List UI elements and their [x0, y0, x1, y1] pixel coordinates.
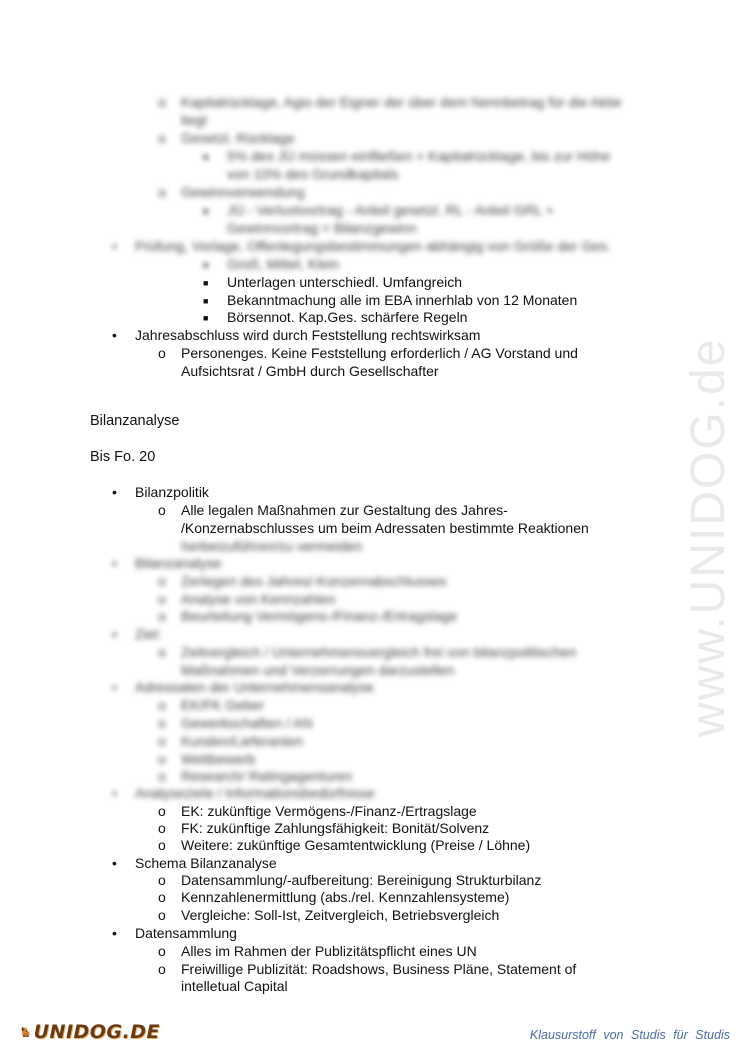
list-item — [158, 819, 490, 837]
list-item-text: 5% des JÜ müssen einfließen + Kapitalrücklage, bis zur Höhe — [227, 148, 611, 164]
list-item-text: intelletual Capital — [181, 978, 288, 994]
list-item-text: /Konzernabschlusses um beim Adressaten bestimmte Reaktionen — [181, 520, 589, 536]
circle-bullet-icon: o — [158, 961, 166, 977]
dog-icon — [20, 1015, 32, 1049]
watermark — [668, 265, 748, 740]
list-item-text: Beurteilung Vermögens-/Finanz-/Ertragslage — [181, 608, 458, 624]
list-item — [181, 537, 362, 555]
list-item — [112, 483, 209, 501]
list-item-text: EK: zukünftige Vermögens-/Finanz-/Ertragslage — [181, 803, 477, 819]
list-item — [158, 767, 353, 785]
list-item-text: Zeitvergleich / Unternehmensvergleich frei von bilanzpolitischen — [181, 644, 577, 660]
list-item-text: Aufsichtsrat / GmbH durch Gesellschafter — [181, 363, 439, 379]
list-item — [158, 714, 313, 732]
square-bullet-icon: ■ — [203, 313, 209, 323]
list-item — [112, 924, 237, 942]
list-item — [203, 147, 611, 165]
circle-bullet-icon: o — [158, 345, 166, 361]
list-item — [158, 750, 256, 768]
list-item — [158, 572, 447, 590]
list-item-text: Research/ Ratingagenturen — [181, 768, 353, 784]
list-item — [112, 326, 481, 344]
list-item-text: Freiwillige Publizität: Roadshows, Business Pläne, Statement of — [181, 961, 577, 977]
list-item-text: Unterlagen unterschiedl. Umfangreich — [227, 274, 463, 290]
list-item-text: Groß, Mittel, Klein — [227, 256, 340, 272]
list-item-text: Wettbewerb — [181, 751, 256, 767]
list-item-text: Bekanntmachung alle im EBA innerhlab von 12 Monaten — [227, 292, 578, 308]
list-item-text: FK: zukünftige Zahlungsfähigkeit: Bonität/Solvenz — [181, 820, 490, 836]
square-bullet-icon: ■ — [203, 296, 209, 306]
square-bullet-icon: ■ — [203, 152, 209, 162]
list-item — [158, 802, 477, 820]
list-item-text: Personenges. Keine Feststellung erforderlich / AG Vorstand und — [181, 345, 578, 361]
bullet-icon: • — [112, 785, 117, 801]
circle-bullet-icon: o — [158, 820, 166, 836]
circle-bullet-icon: o — [158, 502, 166, 518]
list-item-text: von 10% des Grundkapitals — [227, 166, 399, 182]
circle-bullet-icon: o — [158, 573, 166, 589]
bullet-icon: • — [112, 626, 117, 642]
circle-bullet-icon: o — [158, 837, 166, 853]
list-item-text: Schema Bilanzanalyse — [135, 855, 277, 871]
logo-text: UNIDOG.DE — [33, 1021, 160, 1043]
circle-bullet-icon: o — [158, 94, 166, 110]
circle-bullet-icon: o — [158, 943, 166, 959]
list-item-text: Börsennot. Kap.Ges. schärfere Regeln — [227, 309, 468, 325]
list-item — [158, 696, 265, 714]
list-item-text: Bilanzpolitik — [135, 484, 209, 500]
list-item — [158, 344, 578, 362]
list-item — [227, 165, 398, 183]
list-item-text: Gewinnvortrag = Bilanzgewinn — [227, 220, 417, 236]
list-item — [158, 960, 577, 978]
circle-bullet-icon: o — [158, 803, 166, 819]
list-item — [181, 519, 589, 537]
list-item-text: Datensammlung/-aufbereitung: Bereinigung Strukturbilanz — [181, 872, 542, 888]
circle-bullet-icon: o — [158, 751, 166, 767]
circle-bullet-icon: o — [158, 644, 166, 660]
bullet-icon: • — [112, 679, 117, 695]
bullet-icon: • — [112, 925, 117, 941]
list-item-text: Ziel: — [135, 626, 162, 642]
bullet-icon: • — [112, 555, 117, 571]
square-bullet-icon: ■ — [203, 278, 209, 288]
square-bullet-icon: ■ — [203, 260, 209, 270]
list-item-text: Analyse von Kennzahlen — [181, 591, 336, 607]
list-item-text: Gesetzl. Rücklage — [181, 130, 295, 146]
list-item — [158, 906, 500, 924]
list-item-text: Maßnahmen und Verzerrungen darzustellen — [181, 662, 455, 678]
list-item — [112, 554, 222, 572]
list-item-text: Alles im Rahmen der Publizitätspflicht eines UN — [181, 943, 477, 959]
list-item-text: Kennzahlenermittlung (abs./rel. Kennzahlensysteme) — [181, 889, 510, 905]
list-item-text: Gewinnverwendung — [181, 184, 305, 200]
list-item-text: Jahresabschluss wird durch Feststellung rechtswirksam — [135, 327, 481, 343]
list-item-text: EK/FK Geber — [181, 697, 265, 713]
list-item-text: Analyseziele / Informationsbedürfnisse — [135, 785, 375, 801]
list-item — [158, 643, 577, 661]
list-item-text: Bis Fo. 20 — [90, 449, 156, 465]
list-item — [158, 129, 295, 147]
bullet-icon: • — [112, 855, 117, 871]
list-item — [158, 93, 622, 111]
circle-bullet-icon: o — [158, 130, 166, 146]
list-item — [181, 977, 288, 995]
circle-bullet-icon: o — [158, 768, 166, 784]
list-item — [158, 501, 508, 519]
list-item — [112, 625, 162, 643]
list-item-text: Adressaten der Unternehmensanalyse — [135, 679, 374, 695]
list-item — [112, 784, 375, 802]
list-item-text: JÜ - Verlustvortrag - Anteil gesetzl. RL - Anteil GRL + — [227, 202, 554, 218]
list-item-text: Gewerkschaften / AN — [181, 715, 313, 731]
list-item — [227, 219, 417, 237]
list-item-text: Alle legalen Maßnahmen zur Gestaltung des Jahres- — [181, 502, 508, 518]
list-item-text: herbeizuführen/zu vermeiden — [181, 538, 363, 554]
list-item — [158, 888, 510, 906]
list-item-text: Bilanzanalyse — [135, 555, 222, 571]
list-item — [158, 942, 477, 960]
section-heading — [90, 448, 155, 466]
list-item — [112, 237, 612, 255]
list-item-text: Vergleiche: Soll-Ist, Zeitvergleich, Betriebsvergleich — [181, 907, 500, 923]
list-item — [158, 590, 336, 608]
bullet-icon: • — [112, 238, 117, 254]
list-item — [203, 255, 340, 273]
list-item — [158, 183, 305, 201]
circle-bullet-icon: o — [158, 697, 166, 713]
list-item — [203, 291, 578, 309]
list-item — [203, 308, 468, 326]
square-bullet-icon: ■ — [203, 206, 209, 216]
list-item — [158, 836, 531, 854]
section-heading — [90, 412, 179, 430]
bullet-icon: • — [112, 327, 117, 343]
unidog-logo — [20, 1012, 160, 1052]
circle-bullet-icon: o — [158, 715, 166, 731]
circle-bullet-icon: o — [158, 907, 166, 923]
list-item-text: Weitere: zukünftige Gesamtentwicklung (Preise / Löhne) — [181, 837, 531, 853]
list-item-text: Bilanzanalyse — [90, 413, 180, 429]
circle-bullet-icon: o — [158, 733, 166, 749]
circle-bullet-icon: o — [158, 872, 166, 888]
circle-bullet-icon: o — [158, 184, 166, 200]
list-item — [158, 732, 304, 750]
list-item-text: liegt — [181, 112, 207, 128]
list-item — [112, 678, 374, 696]
list-item — [158, 607, 458, 625]
circle-bullet-icon: o — [158, 889, 166, 905]
list-item — [181, 661, 454, 679]
list-item-text: Datensammlung — [135, 925, 237, 941]
list-item — [158, 871, 542, 889]
list-item-text: Kapitalrücklage, Agio der Eigner der über dem Nennbetrag für die Aktie — [181, 94, 622, 110]
list-item — [181, 362, 439, 380]
list-item — [203, 201, 554, 219]
list-item — [112, 854, 277, 872]
bullet-icon: • — [112, 484, 117, 500]
list-item-text: Kunden/Lieferanten — [181, 733, 304, 749]
list-item — [203, 273, 463, 291]
list-item — [181, 111, 207, 129]
circle-bullet-icon: o — [158, 591, 166, 607]
list-item-text: Prüfung, Vorlage, Offenlegungsbestimmungen abhängig von Größe der Ges. — [135, 238, 612, 254]
footer-tagline: Klausurstoff von Studis für Studis — [529, 1028, 730, 1042]
list-item-text: Zerlegen des Jahres/-Konzernabschlusses — [181, 573, 447, 589]
circle-bullet-icon: o — [158, 608, 166, 624]
watermark-text: www.UNIDOG.de — [682, 337, 735, 737]
